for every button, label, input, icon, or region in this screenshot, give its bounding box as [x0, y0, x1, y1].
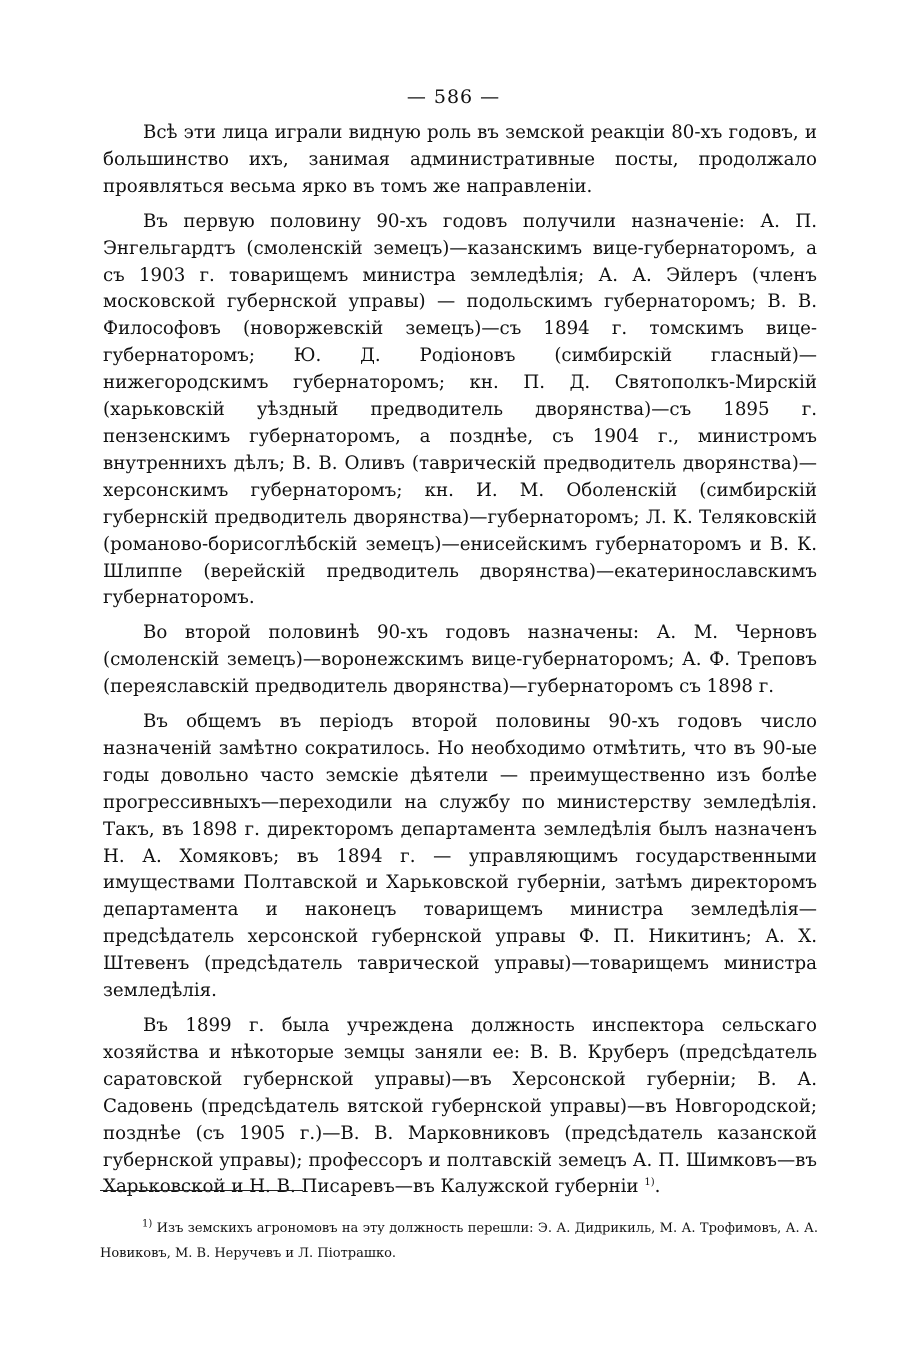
paragraph-2: Въ первую половину 90-хъ годовъ получили назначеніе: А. П. Энгельгардтъ (смоленскій земецъ)—казанскимъ вице-губернаторомъ, а съ 1903 г. товарищемъ министра земледѣлія; А. А. Эйлеръ (членъ московской губернской управы) — подольскимъ губернаторомъ; В. В. Философовъ (новоржевскій земецъ)—съ 1894 г. томскимъ вице-губернаторомъ; Ю. Д. Родіоновъ (симбирскій гласный)—нижегородскимъ губернаторомъ; кн. П. Д. Святополкъ-Мирскій (харьковскій уѣздный предводитель дворянства)—съ 1895 г. пензенскимъ губернаторомъ, а позднѣе, съ 1904 г., министромъ внутреннихъ дѣлъ; В. В. Оливъ (таврическій предводитель дворянства)—херсонскимъ губернаторомъ; кн. И. М. Оболенскій (симбирскій губернскій предводитель дворянства)—губернаторомъ; Л. К. Теляковскій (романово-борисоглѣбскій земецъ)—енисейскимъ губернаторомъ и В. К. Шлиппе (верейскій предводитель дворянства)—екатеринославскимъ губернаторомъ.	[103, 210, 817, 609]
paragraph-5-text: Въ 1899 г. была учреждена должность инспектора сельскаго хозяйства и нѣкоторые земцы заняли ее: В. В. Круберъ (предсѣдатель саратовской губернской управы)—въ Херсонской губерніи; В. А. Садовень (предсѣдатель вятской губернской управы)—въ Новгородской; позднѣе (съ 1905 г.)—В. В. Марковниковъ (предсѣдатель казанской губернской управы); профессоръ и полтавскій земецъ А. П. Шимковъ—въ Харьковской и Н. В. Писаревъ—въ Калужской губерніи	[103, 1015, 817, 1198]
footnote-text: Изъ земскихъ агрономовъ на эту должность перешли: Э. А. Дидрикиль, М. А. Трофимовъ, А. А. Новиковъ, М. В. Неручевъ и Л. Піотрашко.	[100, 1221, 818, 1261]
footnote-reference: 1)	[644, 1177, 655, 1189]
paragraph-4: Въ общемъ въ періодъ второй половины 90-хъ годовъ число назначеній замѣтно сократилось. Но необходимо отмѣтить, что въ 90-ые годы довольно часто земскіе дѣятели — преимущественно изъ болѣе прогрессивныхъ—переходили на службу по министерству земледѣлія. Такъ, въ 1898 г. директоромъ департамента земледѣлія былъ назначенъ Н. А. Хомяковъ; въ 1894 г. — управляющимъ государственными имуществами Полтавской и Харьковской губерніи, затѣмъ директоромъ департамента и наконецъ товарищемъ министра земледѣлія—предсѣдатель херсонской губернской управы Ф. П. Никитинъ; А. Х. Штевенъ (предсѣдатель таврической управы)—товарищемъ министра земледѣлія.	[103, 711, 817, 1002]
paragraph-3: Во второй половинѣ 90-хъ годовъ назначены: А. М. Черновъ (смоленскій земецъ)—воронежскимъ вице-губернаторомъ; А. Ф. Треповъ (переяславскій предводитель дворянства)—губернаторомъ съ 1898 г.	[103, 622, 817, 698]
footnote-marker: 1)	[142, 1218, 153, 1230]
paragraph-5: Въ 1899 г. была учреждена должность инспектора сельскаго хозяйства и нѣкоторые земцы заняли ее: В. В. Круберъ (предсѣдатель саратовской губернской управы)—въ Херсонской губерніи; В. А. Садовень (предсѣдатель вятской губернской управы)—въ Новгородской; позднѣе (съ 1905 г.)—В. В. Марковниковъ (предсѣдатель казанской губернской управы); профессоръ и полтавскій земецъ А. П. Шимковъ—въ Харьковской и Н. В. Писаревъ—въ Калужской губерніи $^{1)}$.	[103, 1015, 817, 1198]
main-text	[103, 120, 817, 1209]
page-number: — 586 —	[406, 86, 501, 108]
footnote-divider	[100, 1190, 303, 1191]
footnote	[100, 1216, 818, 1266]
paragraph-1: Всѣ эти лица играли видную роль въ земской реакціи 80-хъ годовъ, и большинство ихъ, занимая административные посты, продолжало проявляться весьма ярко въ томъ же направленіи.	[103, 122, 817, 197]
